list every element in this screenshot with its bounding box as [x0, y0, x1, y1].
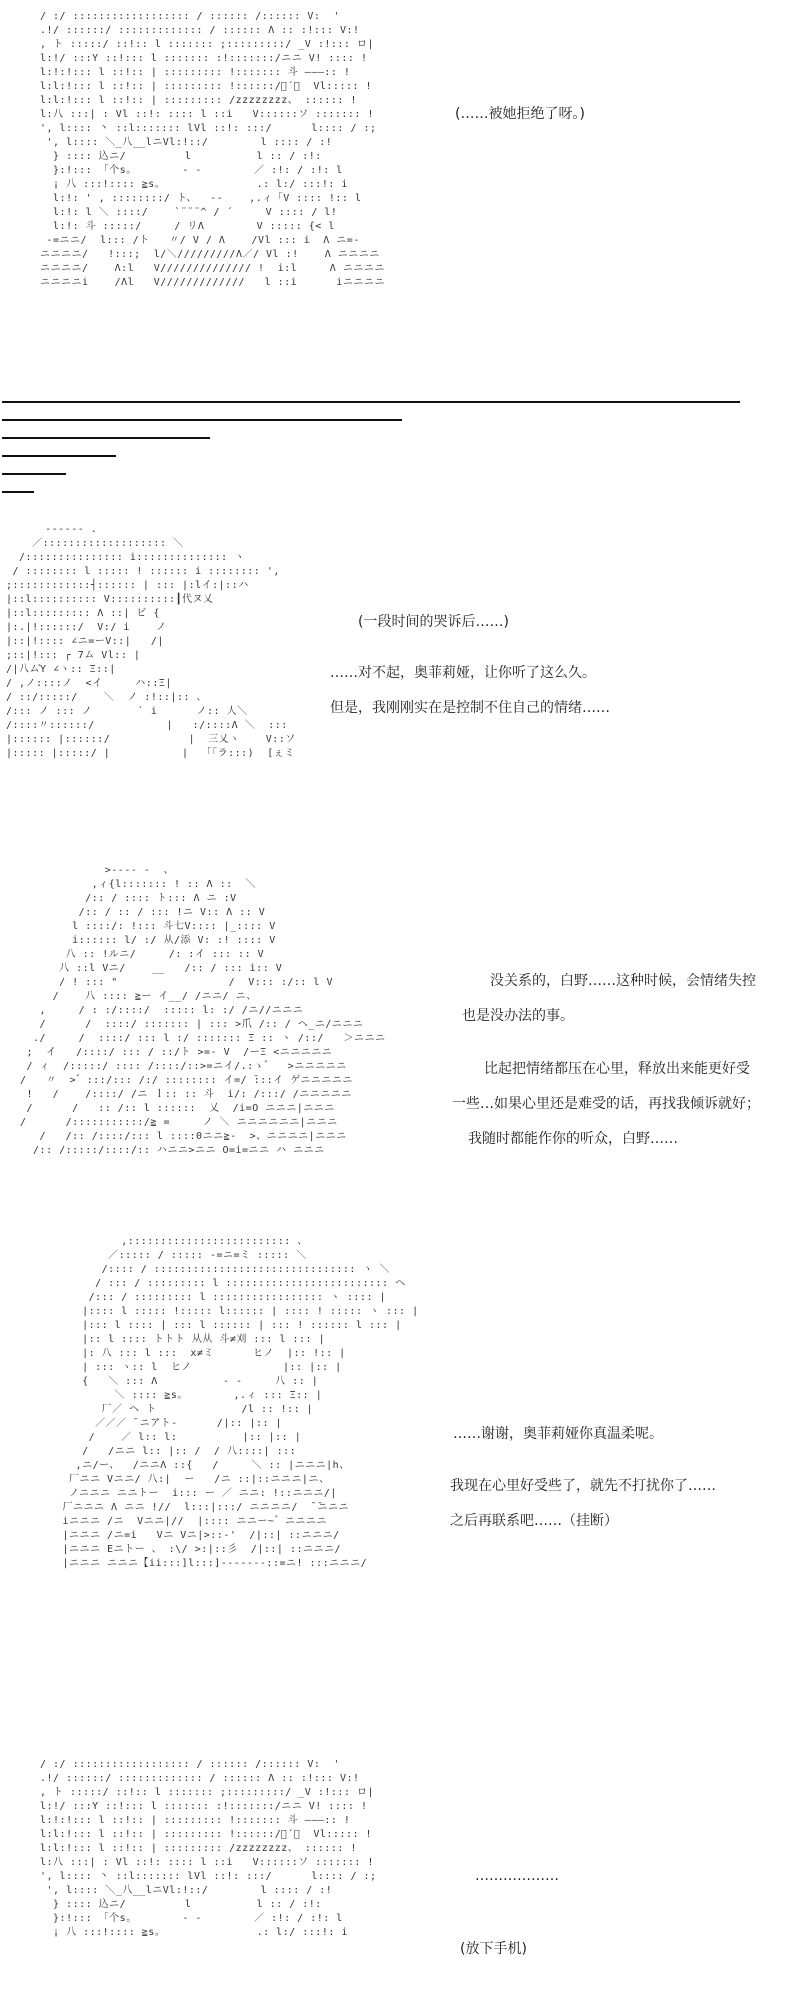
panel-1 — [0, 0, 800, 400]
separator-line — [2, 473, 66, 475]
dialogue-line: (一段时间的哭诉后……) — [358, 614, 509, 630]
dialogue-line: 之后再联系吧……（挂断） — [450, 1513, 618, 1529]
dialogue-line: ……对不起，奥菲莉娅，让你听了这么久。 — [330, 665, 596, 681]
separator-line — [2, 491, 34, 493]
ascii-art-character: / :/ :::::::::::::::::: / :::::: /:::::: V: ' .!/ ::::::/ ::::::::::::: / :::::: Λ :: :!::: V:! , ト :::::/ ::!:: l ::::::: ;:::::::::/ _V :!::: ロ| l:!/ :::Y ::!::: l ::::::: :!:::::::/ニニ V! :::: ! l:!:!::: l ::!:: | ::::::::: !::::::: 斗 ―――:: ! l:l:!::: l ::!:: | ::::::::: !::::::/゙´￣ Vl::::: ! l:l:!::: l ::!:: | ::::::::: /zzzzzzzz、 :::::: ! l:八 :::| : Vl ::!: :::: l ::i V::::::ソ ::::::: ! ', l:::: 丶 ::l::::::: lVl ::!: :::/ l:::: / :; ', l:::: ＼_八__lニVl:!::/ l :::: / :! } :::: 込ニ/ l l :: / :!: }:!::: 「个s。 - - ／ :!: / :!: l ¡ 八 :::!:::: ≧s。 .: l:/ :::!: i l:!: ' , ::::::::/ ト、 -- ,.ィ「V :::: !:: l l:!: l ＼ ::::/ `¨¨¨^ / ´ V :::: / l! l:!: 斗 :::::/ / リΛ V ::::: {< l -=ニニ/ l::: /ト 〃/ V / Λ /Vl ::: i Λ ニ=- ニニニニ/ !:::; l/＼/////////Λ／/ Vl :! Λ ニニニニ ニニニニ/ Λ:l V////////////// ! i:l Λ ニニニニ ニニニニi /Λl V///////////// l ::i iニニニニ — [40, 11, 385, 288]
ascii-art-character: ,::::::::::::::::::::::::: 、 ／::::: / ::::: -=ニ=ミ ::::: ＼ /:::: / ::::::::::::::::::::::::::::::: ヽ ＼ / ::: / ::::::::: l ::::::::::::::::::::::::: ヘ /::: / ::::::::: l ::::::::::::::::: ヽ :::: | |:::: l ::::: !::::: l:::::: | :::: ! ::::: ヽ ::: | |::: l :::: | ::: l :::::: | ::: ! :::::: l ::: | |:: l :::: トトト 从从 斗≠刈 ::: l ::: | |: 八 ::: l ::: x≠ミ ヒノ |:: !:: | | ::: ヽ:: l ヒノ |:: |:: | { ＼ ::: Λ - - 八 :: | ＼ :::: ≧s。 ,.ィ ::: Ξ:: | 厂／ ヘ ト /l :: !:: | ／／／ ̄ ニアト- /|:: |:: | / ／ l:: l: |:: |:: | / /ニニ l:: |:: / / 八::::| ::: ,ニ/ー、 /ニニΛ ::{ / ＼ :: |ニニニ|h、 厂ニニ Vニニ/ 八:| ー /ニ ::|::ニニニ|ニ、 ノニニニ ニニトー i::: ー ／ ニニ: !::ニニニ/| 厂ニニニ Λ ニニ !// l:::|:::/ ニニニニ/ ̄ ̄ニニニ iニニニ /ニ Vニニ|// |:::: ニニー~゛ニニニニ |ニニニ /ニ=i Vニ Vニ|>::‐' /|::| ::ニニニ/ |ニニニ Eニトー 、 :\/ >:|::彡 /|::| ::ニニニ/ |ニニニ ニニニ【ii:::]l:::]‐‐‐‐‐‐-::=ニ! :::ニニニ/ — [62, 1236, 419, 1569]
ascii-art-character: >‐‐‐‐ - 、 ,ィ{l::::::: ! :: Λ :: ＼ /:: / :::: ト::: Λ ニ :V /:: / :: / ::: !ニ V:: Λ :: V l ::::/: !::: 斗七V:::: |_:::: V i:::::: l/ :/ 从/添 V: :! :::: V 八 :: !ルニ/ /: :イ ::: :: V 八 ::l Vニ/ __ /:: / ::: i:: V / ! ::: " / V::: :/:: l V / 八 :::: ≧ー イ__/ /ニニ/ ニ、 , / : :/::::/ ::::: l: :/ /ニ//ニニニ / / ::::/ ::::::: | ::: >爪 /:: / ヘ_ニ/ニニニ ./ / ::::/ ::: l :/ ::::::: Ξ :: ヽ /::/ ＞ニニニ ; イ /::::/ ::: / ::/ト >=- V /ーΞ <ニニニニニ / ィ /:::::/ :::: /::::/::>=ニイ/.:ゝ゛ >ニニニニニ / 〃 >゛:::/::: /:/ :::::::: イ=/ ̄:::イ ゲニニニニニ ! / /::::/ /ニ ｌ:: :: 斗 i/: /:::/ /ニニニニニ / / :: /:: l :::::: 乂 /i=O ニニニ|ニニニ / /:::::::::::/≧ = ノ ＼ ニニニニニニ|ニニニ / /:: /::::/::: l ::::0ニニ≧- >、ニニニニ|ニニニ /:: /:::::/::::/:: ハニニ>ニニ O=i=ニニ ハ ニニニ — [20, 865, 386, 1156]
separator-line — [2, 437, 210, 439]
separator-line — [2, 401, 740, 403]
dialogue-line: 比起把情绪都压在心里，释放出来能更好受 — [484, 1061, 750, 1077]
dialogue-line: 没关系的，白野……这种时候，会情绪失控 — [490, 973, 756, 989]
dialogue-line: ……谢谢，奥菲莉娅你真温柔呢。 — [453, 1426, 663, 1442]
separator-line — [2, 455, 116, 457]
dialogue-line: 但是，我刚刚实在是控制不住自己的情绪…… — [330, 700, 610, 716]
panel-3 — [0, 860, 800, 1245]
dialogue-line: 我现在心里好受些了，就先不打扰你了…… — [450, 1478, 716, 1494]
dialogue-line: 一些…如果心里还是难受的话，再找我倾诉就好； — [452, 1096, 760, 1112]
dialogue-line: 我随时都能作你的听众，白野…… — [468, 1131, 678, 1147]
dialogue-line: (放下手机) — [460, 1941, 527, 1957]
dialogue-line: ……………… — [475, 1868, 559, 1884]
dialogue-line: 也是没办法的事。 — [462, 1008, 574, 1024]
dialogue-line: (……被她拒绝了呀。) — [455, 106, 585, 122]
ascii-art-character: / :/ :::::::::::::::::: / :::::: /:::::: V: ' .!/ ::::::/ ::::::::::::: / :::::: Λ :: :!::: V:! , ト :::::/ ::!:: l ::::::: ;:::::::::/ _V :!::: ロ| l:!/ :::Y ::!::: l ::::::: :!:::::::/ニニ V! :::: ! l:!:!::: l ::!:: | ::::::::: !::::::: 斗 ―――:: ! l:l:!::: l ::!:: | ::::::::: !::::::/゙´￣ Vl::::: ! l:l:!::: l ::!:: | ::::::::: /zzzzzzzz、 :::::: ! l:八 :::| : Vl ::!: :::: l ::i V::::::ソ ::::::: ! ', l:::: 丶 ::l::::::: lVl ::!: :::/ l:::: / :; ', l:::: ＼_八__lニVl:!::/ l :::: / :! } :::: 込ニ/ l l :: / :!: }:!::: 「个s。 - - ／ :!: / :!: l ¡ 八 :::!:::: ≧s。 .: l:/ :::!: i — [40, 1759, 377, 1938]
panel-5 — [0, 1758, 800, 2000]
panel-4 — [0, 1235, 800, 1740]
ascii-art-character: -‐‐‐‐- . ／::::::::::::::::::: ＼ /::::::::::::::: i:::::::::::::: ヽ / :::::::: l ::::: ! :::::: i :::::::: ', ;::::::::::::┤:::::: | ::: |:lイ:|::ハ |::l:::::::::: V::::::::::┃代ヌ乂 |::l::::::::: Λ ::| ビ { |:.|!::::::/ V:/ i ノ |::|!:::: ∠ニ=ーV::| /| ;::|!::: ┌ 7ム Vl:: | /|八ムΎ ∠ヽ:: Ξ::| / ,ノ::::ノ <イ ハ::Ξ| / ::/:::::/ ＼ ノ :!::|:: 、 /::: ノ ::: ノ ` i ノ:: 人＼ /::::〃::::::/ | :/::::Λ ＼ ::: |:::::: |::::::/ | 三乂ヽ V::ソ |::::: |:::::/ | | 「「ラ:::) [ぇミ — [6, 524, 296, 759]
separator-line — [2, 419, 402, 421]
panel-2 — [0, 515, 800, 835]
